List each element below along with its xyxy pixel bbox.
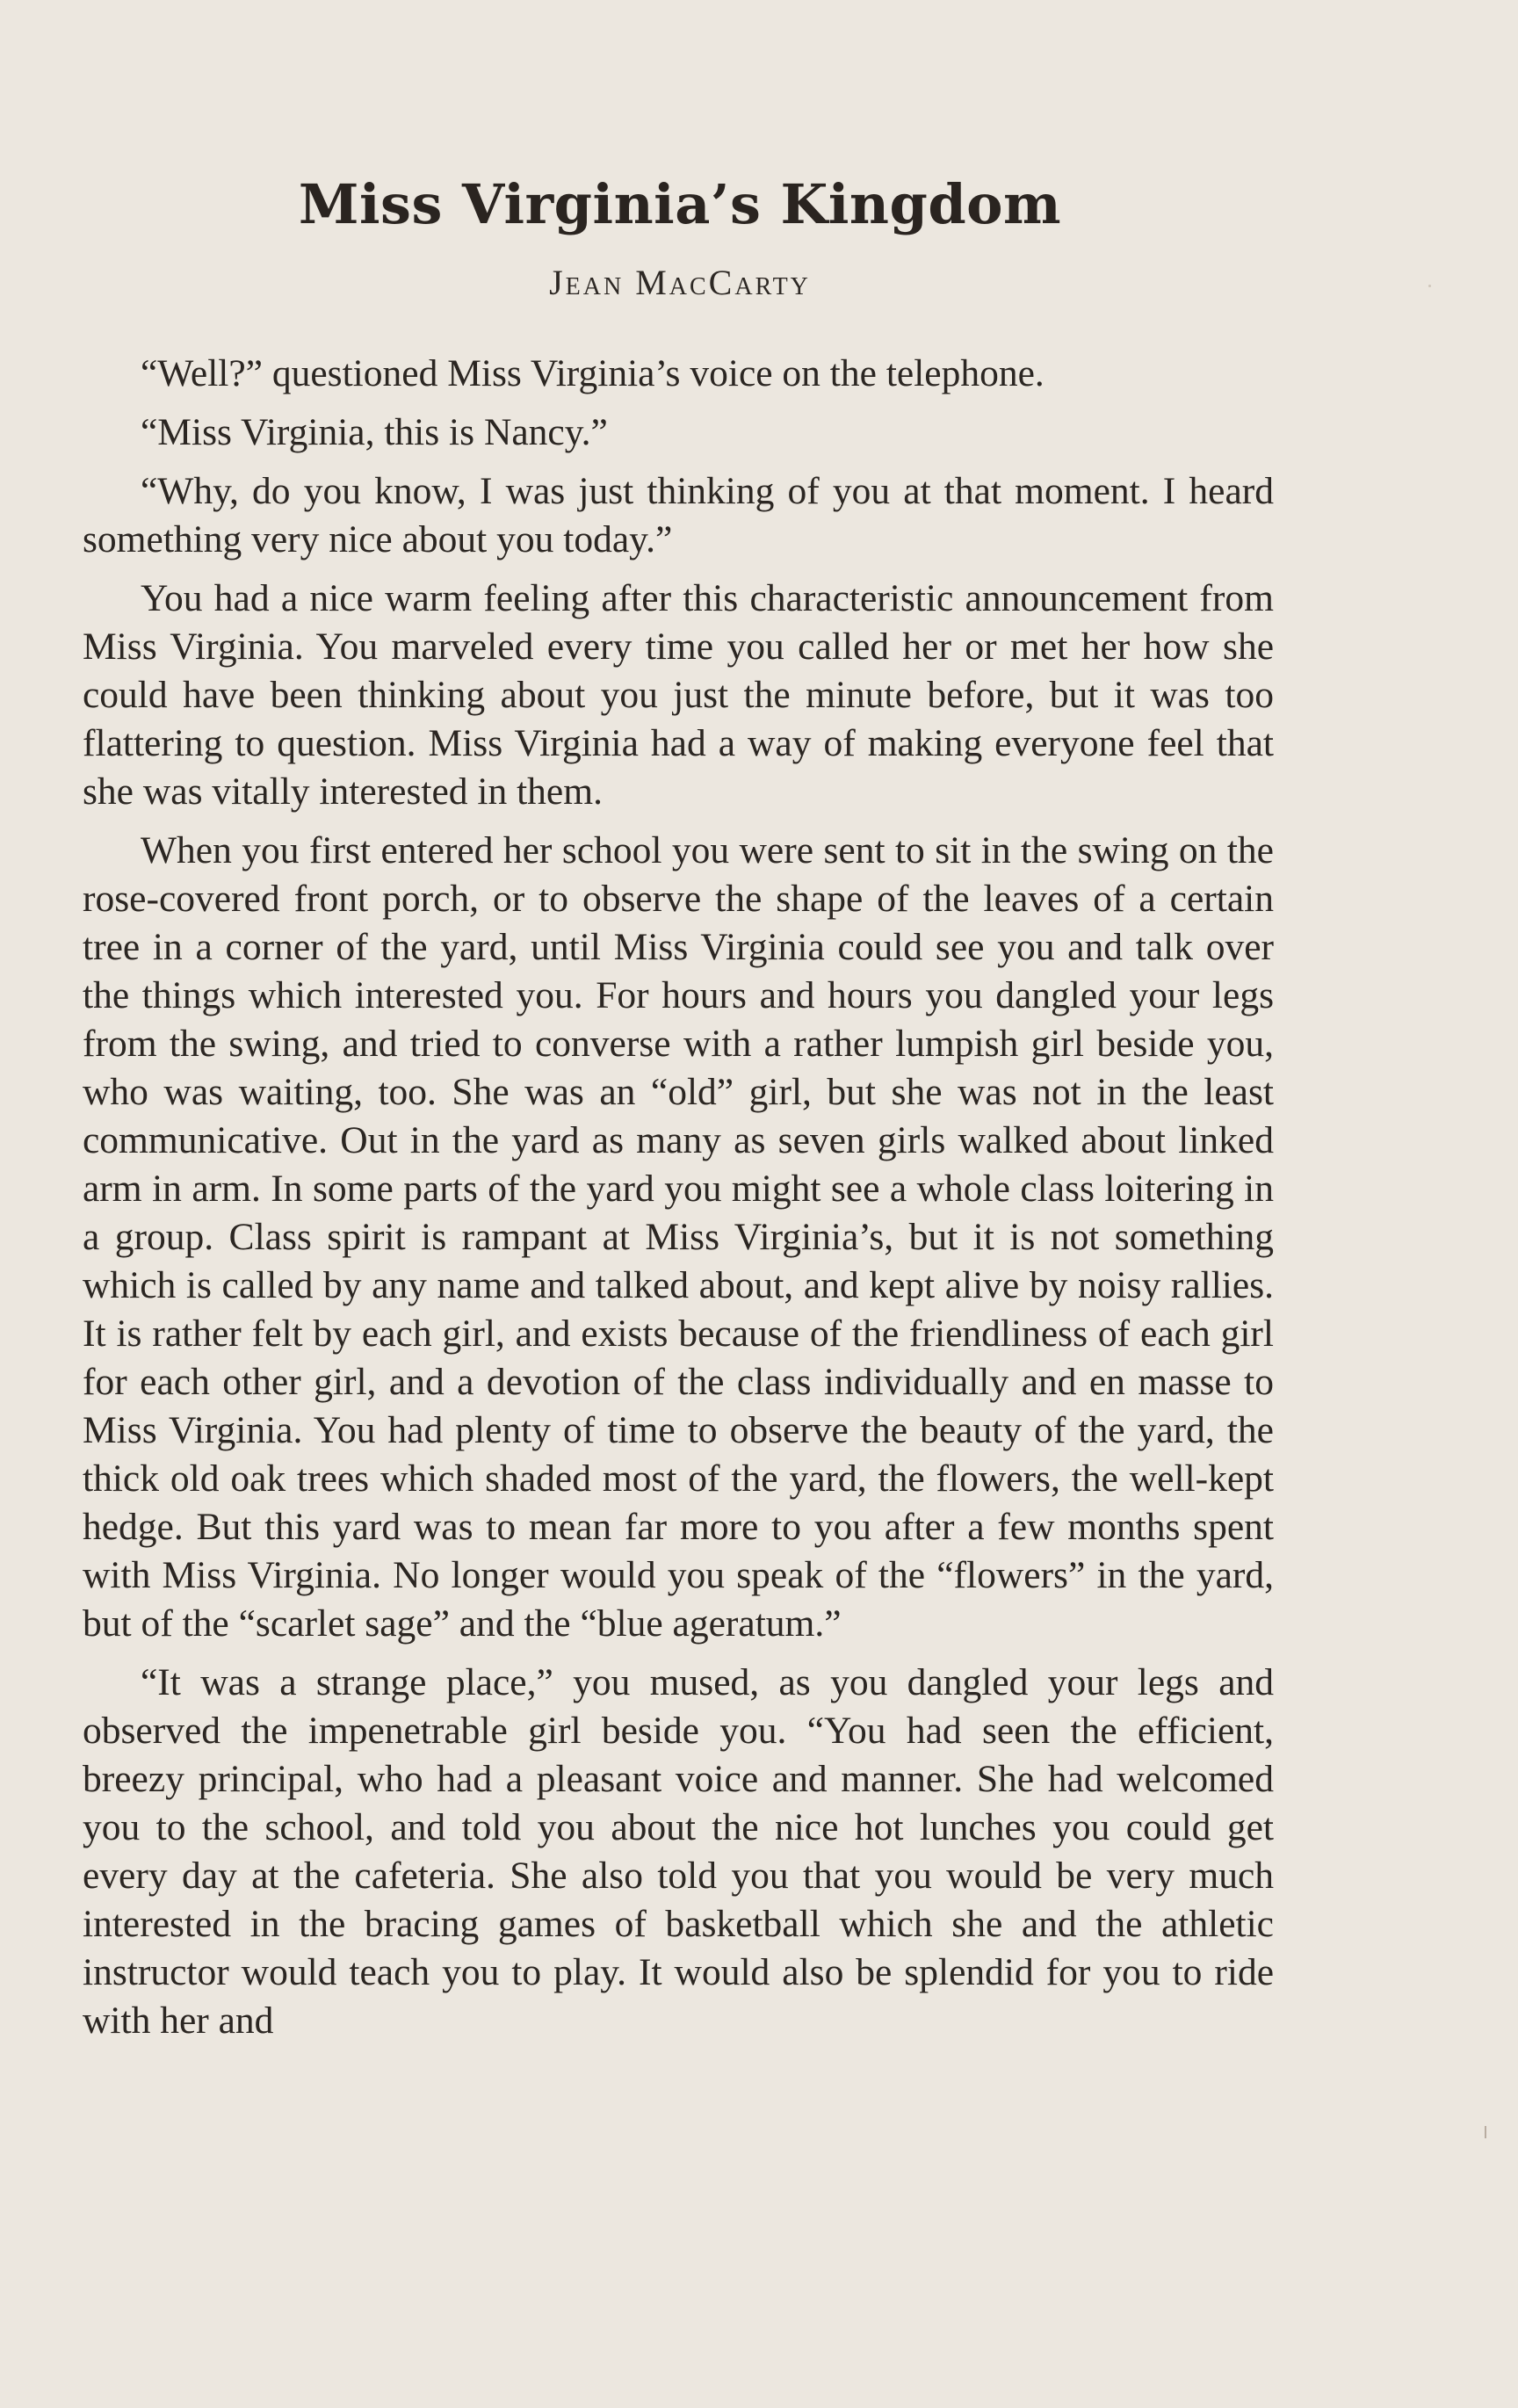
paragraph: When you first entered her school you were sent to sit in the swing on the rose-covered front porch, or to observe the shape of the leaves of a certain tree in a corner of the yard, until Miss Virginia could see you and talk over the things which interested you. For hours and hours you dangled your legs from the swing, and tried to converse with a rather lumpish girl beside you, who was waiting, too. She was an “old” girl, but she was not in the least communicative. Out in the yard as many as seven girls walked about linked arm in arm. In some parts of the yard you might see a whole class loitering in a group. Class spirit is rampant at Miss Virginia’s, but it is not something which is called by any name and talked about, and kept alive by noisy rallies. It is rather felt by each girl, and exists because of the friendliness of each girl for each other girl, and a devotion of the class individually and en masse to Miss Virginia. You had plenty of time to observe the beauty of the yard, the thick old oak trees which shaded most of the yard, the flowers, the well-kept hedge. But this yard was to mean far more to you after a few months spent with Miss Virginia. No longer would you speak of the “flowers” in the yard, but of the “scarlet sage” and the “blue ageratum.” <box>83 829 1274 1645</box>
paragraph: “It was a strange place,” you mused, as you dangled your legs and observed the impenetrable girl beside you. “You had seen the efficient, breezy principal, who had a pleasant voice and manner. She had welcomed you to the school, and told you about the nice hot lunches you could get every day at the cafeteria. She also told you that you would be very much interested in the bracing games of basketball which she and the athletic instructor would teach you to play. It would also be splendid for you to ride with her and <box>83 1661 1274 2042</box>
paragraph: You had a nice warm feeling after this characteristic announcement from Miss Virginia. You marveled every time you called her or met her how she could have been thinking about you just the minute before, but it was too flattering to question. Miss Virginia had a way of making everyone feel that she was vitally interested in them. <box>83 577 1274 813</box>
article-title: Miss Virginia’s Kingdom <box>298 172 1062 236</box>
paragraph: “Miss Virginia, this is Nancy.” <box>141 411 608 453</box>
article-author: Jean MacCarty <box>549 263 811 302</box>
paragraph: “Why, do you know, I was just thinking of you at that moment. I heard something very nice about you today.” <box>83 470 1274 560</box>
article-body <box>83 350 1274 2056</box>
paragraph: “Well?” questioned Miss Virginia’s voice on the telephone. <box>141 352 1045 394</box>
margin-mark <box>1485 2126 1486 2138</box>
paper-speck <box>1428 285 1431 287</box>
